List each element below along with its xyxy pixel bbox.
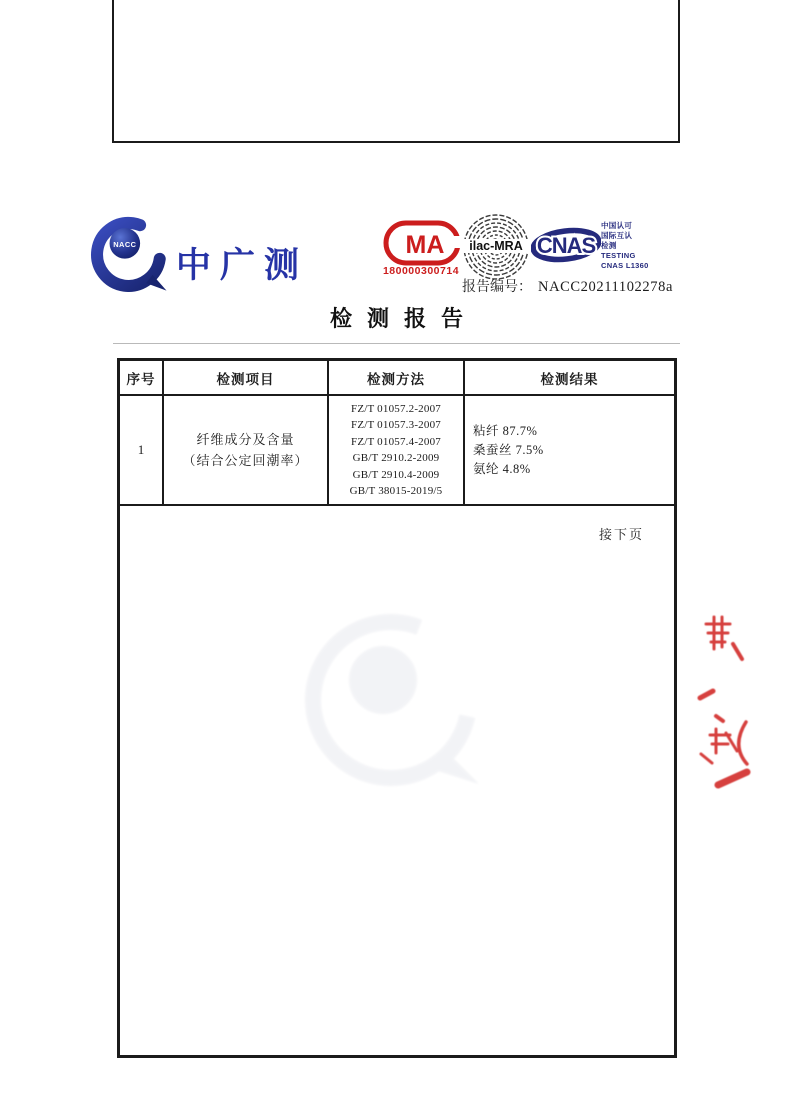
item-line: 纤维成分及含量 (196, 432, 295, 447)
cma-letters-label: MA (405, 231, 445, 259)
cnas-caption-line: 中国认可 (601, 221, 633, 230)
seq-cell: 1 (120, 396, 164, 504)
top-empty-box (112, 0, 680, 143)
item-line: （结合公定回潮率） (182, 453, 309, 468)
table-header-row (120, 361, 674, 396)
result-cell (465, 396, 674, 504)
result-line: 粘纤 87.7% (473, 423, 538, 438)
method-line: FZ/T 01057.3-2007 (351, 419, 441, 431)
cnas-caption-line: CNAS L1360 (601, 261, 649, 270)
header-cell-result: 检测结果 (540, 371, 599, 387)
item-cell (164, 396, 329, 504)
report-number (462, 276, 673, 296)
method-line: FZ/T 01057.4-2007 (351, 435, 441, 448)
red-seal-stamp-icon (686, 602, 772, 802)
title-underline (113, 343, 680, 344)
method-line: GB/T 38015-2019/5 (349, 485, 443, 497)
result-line: 桑蚕丝 7.5% (473, 442, 544, 457)
cnas-caption-line: 国际互认 (601, 231, 633, 240)
org-name-label: 中广测 (176, 246, 309, 285)
result-line: 氨纶 4.8% (473, 461, 531, 476)
method-line: FZ/T 01057.2-2007 (351, 402, 441, 415)
header-cell-seq: 序号 (120, 361, 164, 394)
nacc-abbr-label: NACC (113, 240, 137, 250)
cma-mark-icon (383, 220, 461, 266)
method-line: GB/T 2910.4-2009 (352, 468, 440, 481)
continue-note: 接下页 (598, 527, 644, 542)
table-row (120, 396, 674, 506)
method-line: GB/T 2910.2-2009 (352, 452, 440, 464)
page-title: 检测报告 (329, 306, 478, 331)
header-cell-item: 检测项目 (164, 361, 329, 394)
ilac-mra-label: ilac-MRA (469, 239, 523, 253)
cnas-caption (601, 221, 673, 271)
report-number-value: NACC20211102278a (538, 279, 673, 295)
nacc-logo-icon (85, 210, 173, 298)
ilac-mra-mark-icon (461, 212, 531, 282)
cnas-mark-icon (531, 222, 601, 270)
cnas-caption-line: 检测 (601, 241, 617, 250)
report-number-label: 报告编号： (462, 280, 532, 295)
cnas-caption-line: TESTING (601, 251, 636, 260)
watermark-logo-icon (283, 608, 503, 798)
header-cell-method: 检测方法 (329, 361, 465, 394)
cnas-letters-label: CNAS (536, 233, 596, 258)
cma-number-label: 180000300714 (382, 265, 460, 277)
method-cell (329, 396, 465, 504)
